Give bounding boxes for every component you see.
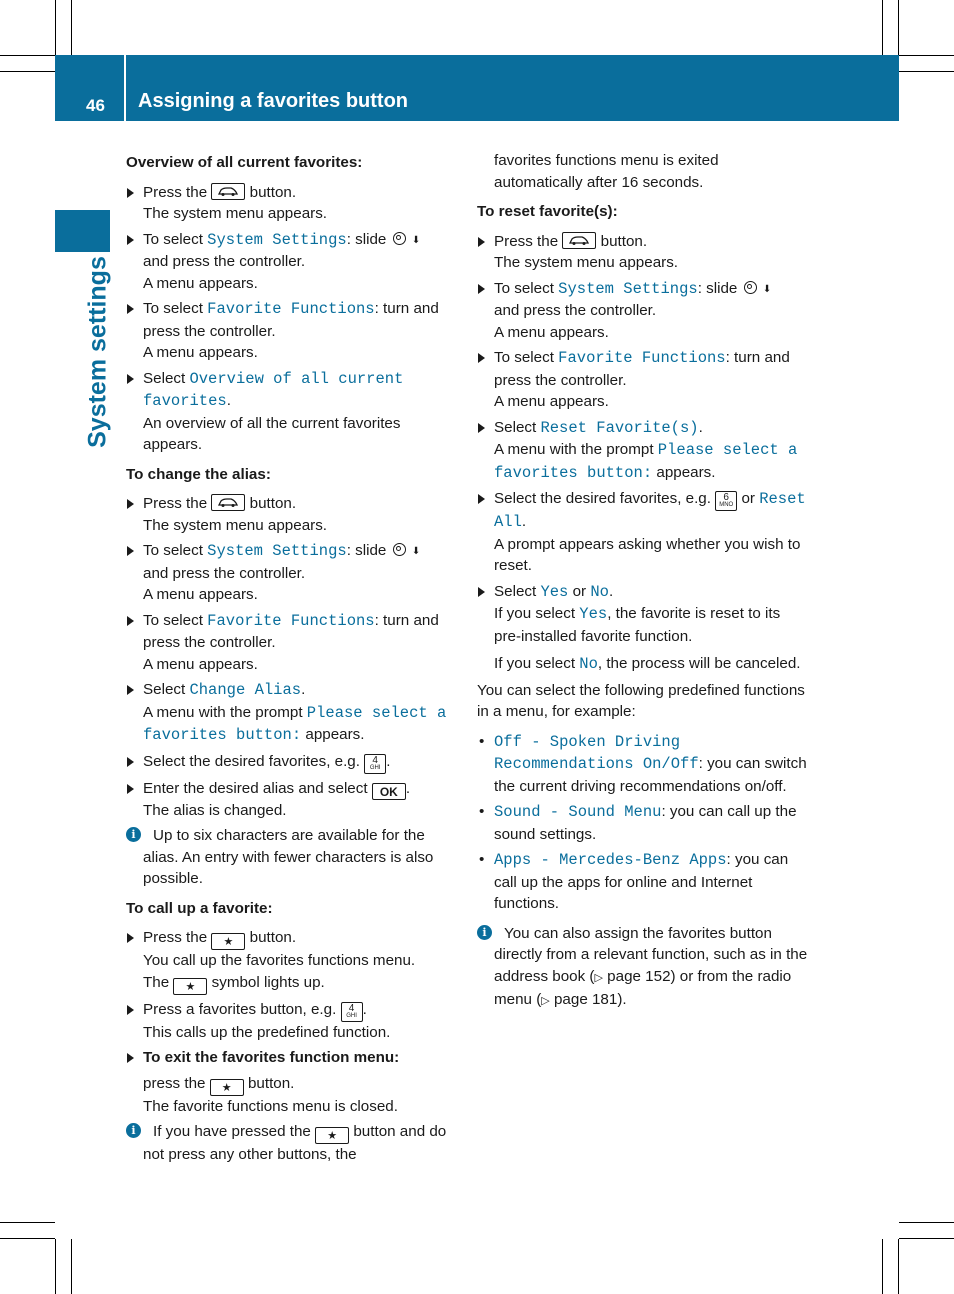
crop-mark	[899, 1222, 954, 1223]
controller-slide-icon	[393, 543, 406, 556]
page-number: 46	[86, 96, 105, 115]
crop-mark	[899, 1238, 954, 1239]
section-tab	[55, 210, 110, 252]
step: To exit the favorites function menu:	[126, 1047, 458, 1069]
step-result: An overview of all the current favorites appears.	[143, 414, 401, 453]
info-note: i If you have pressed the ★ button and do not press any other buttons, the	[126, 1121, 458, 1166]
continued-note: favorites functions menu is exited automatically after 16 seconds.	[494, 152, 719, 191]
slide-down-arrow-icon: ⬇	[762, 283, 772, 295]
step-result: If you select Yes, the favorite is reset to its pre-installed favorite function.	[494, 605, 781, 645]
crop-mark	[899, 55, 954, 56]
menu-item-name: Favorite Functions	[207, 300, 375, 318]
crop-mark	[882, 1239, 883, 1294]
car-button-icon	[211, 183, 245, 200]
section-side-label: System settings	[83, 256, 112, 448]
step: Press a favorites button, e.g. 4 GHI . This calls up the predefined function.	[126, 999, 458, 1044]
section-heading: Overview of all current favorites:	[126, 154, 363, 171]
favorites-star-icon: ★	[315, 1127, 349, 1144]
step-result: If you select No, the process will be canceled.	[494, 655, 801, 673]
section-heading: To call up a favorite:	[126, 899, 273, 917]
section-heading: To reset favorite(s):	[477, 203, 618, 220]
crop-mark	[0, 71, 55, 72]
step: To select Favorite Functions: turn and press the controller. A menu appears.	[126, 610, 458, 676]
page-ref-icon: ▷	[594, 971, 603, 984]
info-note: i You can also assign the favorites button directly from a relevant function, such as in the address book (▷ page 152) or from the radio menu (▷ page 181).	[477, 923, 810, 1013]
crop-mark	[0, 55, 55, 56]
step-result: A menu appears.	[494, 323, 609, 341]
info-icon: i	[126, 827, 141, 842]
car-button-icon	[562, 232, 596, 249]
step-result: The alias is changed.	[143, 801, 287, 819]
step: Select Yes or No. If you select Yes, the favorite is reset to its pre-installed favorite function. If you select No, the process will be canceled.	[477, 581, 810, 676]
ok-key-icon: OK	[372, 783, 406, 800]
crop-mark	[0, 1238, 55, 1239]
step-result: The system menu appears.	[494, 254, 679, 271]
step: Select the desired favorites, e.g. 4 GHI .	[126, 751, 458, 774]
favorites-star-icon: ★	[211, 933, 245, 950]
step-result: A menu appears.	[143, 344, 258, 361]
info-icon: i	[477, 925, 492, 940]
controller-slide-icon	[393, 232, 406, 245]
number-key-6-icon: 6 MNO	[715, 491, 737, 511]
step-result: press the ★ button. The favorite functions menu is closed.	[143, 1074, 398, 1115]
favorites-star-icon: ★	[210, 1079, 244, 1096]
step-result: The ★ symbol lights up.	[143, 973, 325, 993]
step: Select the desired favorites, e.g. 6 MNO or Reset All. A prompt appears asking whether you wish to reset.	[477, 488, 810, 577]
info-icon: i	[126, 1123, 141, 1138]
slide-down-arrow-icon: ⬇	[411, 546, 421, 557]
step: Enter the desired alias and select OK . The alias is changed.	[126, 778, 458, 822]
crop-mark	[899, 71, 954, 72]
step: Press the ★ button. You call up the favorites functions menu. The ★ symbol lights up.	[126, 927, 458, 995]
step-result: A menu with the prompt Please select a favorites button: appears.	[143, 703, 447, 744]
step-result: You call up the favorites functions menu.	[143, 952, 416, 969]
crop-mark	[898, 1239, 899, 1294]
crop-mark	[0, 1222, 55, 1223]
right-column	[477, 150, 810, 1017]
bullet-item: • Off - Spoken Driving Recommendations On/Off: you can switch the current driving recommendations on/off.	[477, 731, 810, 798]
menu-item-name: Reset All	[494, 490, 806, 531]
crop-mark	[71, 0, 72, 55]
info-note: i Up to six characters are available for the alias. An entry with fewer characters is also possible.	[126, 825, 458, 890]
slide-down-arrow-icon: ⬇	[411, 234, 421, 246]
crop-mark	[898, 0, 899, 55]
menu-item-name: Overview of all current favorites	[143, 369, 404, 410]
step-result: This calls up the predefined function.	[143, 1023, 391, 1041]
step: To select Favorite Functions: turn and press the controller. A menu appears.	[126, 298, 458, 364]
crop-mark	[71, 1239, 72, 1294]
page-title: Assigning a favorites button	[138, 90, 409, 112]
step: Select Overview of all current favorites. An overview of all the current favorites appears.	[126, 368, 458, 456]
number-key-4-icon: 4 GHI	[364, 754, 386, 774]
step: Select Change Alias. A menu with the prompt Please select a favorites button: appears.	[126, 679, 458, 747]
crop-mark	[55, 0, 56, 55]
menu-item-name: System Settings	[558, 279, 698, 298]
body-text: You can select the following predefined functions in a menu, for example:	[477, 681, 805, 720]
menu-item-name: System Settings	[207, 230, 347, 249]
number-key-4-icon: 4 GHI	[341, 1002, 363, 1022]
crop-mark	[55, 1239, 56, 1294]
menu-item-name: System Settings	[207, 542, 347, 560]
step: Press the button. The system menu appears.	[126, 182, 458, 225]
menu-item-name: Reset Favorite(s)	[540, 418, 699, 437]
step: Select Reset Favorite(s). A menu with the prompt Please select a favorites button: appears.	[477, 417, 810, 485]
header-divider	[124, 55, 126, 121]
page-ref-icon: ▷	[541, 995, 550, 1007]
step-result: A menu appears.	[494, 393, 609, 410]
car-button-icon	[211, 494, 245, 511]
menu-item-name: Change Alias	[189, 681, 302, 699]
step-result: The system menu appears.	[143, 516, 328, 534]
section-heading: To change the alias:	[126, 465, 271, 483]
step: To select System Settings: slide ⬇ and press the controller. A menu appears.	[477, 278, 810, 344]
menu-item-name: Favorite Functions	[558, 349, 726, 367]
step-result: The system menu appears.	[143, 205, 328, 222]
step: To select System Settings: slide ⬇ and press the controller. A menu appears.	[126, 540, 458, 606]
step: Press the button. The system menu appears.	[126, 493, 458, 536]
bullet-item: • Sound - Sound Menu: you can call up the sound settings.	[477, 801, 810, 845]
favorites-star-icon: ★	[173, 978, 207, 995]
step-result: A menu with the prompt Please select a favorites button: appears.	[494, 441, 798, 482]
crop-mark	[882, 0, 883, 55]
left-column	[126, 150, 458, 1170]
bullet-item: • Apps - Mercedes-Benz Apps: you can call up the apps for online and Internet functions.	[477, 849, 810, 915]
step: To select System Settings: slide ⬇ and press the controller. A menu appears.	[126, 229, 458, 295]
step: Press the button. The system menu appears.	[477, 231, 810, 274]
step-result: A menu appears.	[143, 586, 258, 603]
step: To select Favorite Functions: turn and press the controller. A menu appears.	[477, 347, 810, 413]
step-result: A prompt appears asking whether you wish to reset.	[494, 535, 801, 574]
step-result: A menu appears.	[143, 274, 258, 292]
step-result: A menu appears.	[143, 655, 258, 673]
controller-slide-icon	[744, 281, 757, 294]
menu-item-name: Favorite Functions	[207, 611, 375, 630]
